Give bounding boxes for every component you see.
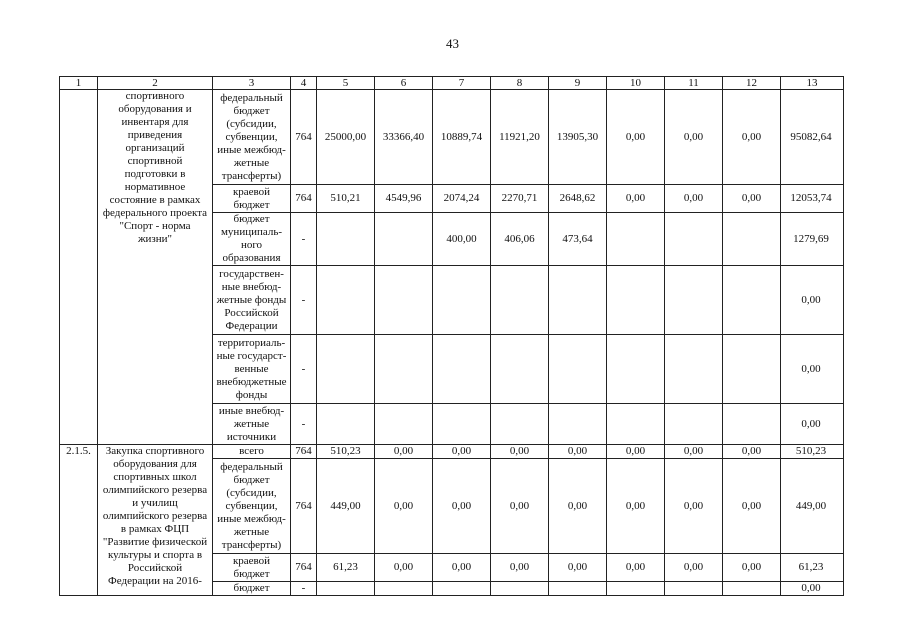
value-col-8: 0,00: [491, 459, 549, 554]
value-col-12: [723, 404, 781, 445]
column-header-8: 8: [491, 77, 549, 90]
value-col-13: 510,23: [781, 445, 844, 459]
value-col-13: 0,00: [781, 404, 844, 445]
funding-source: краевой бюджет: [213, 185, 291, 213]
value-col-5: 510,21: [317, 185, 375, 213]
budget-code: 764: [291, 459, 317, 554]
column-header-2: 2: [98, 77, 213, 90]
header-row: [60, 77, 844, 90]
value-col-7: 400,00: [433, 213, 491, 266]
value-col-10: [607, 213, 665, 266]
value-col-10: [607, 266, 665, 335]
column-header-12: 12: [723, 77, 781, 90]
table-row: [60, 90, 844, 185]
value-col-11: 0,00: [665, 90, 723, 185]
value-col-10: 0,00: [607, 554, 665, 582]
value-col-8: 406,06: [491, 213, 549, 266]
value-col-8: 0,00: [491, 554, 549, 582]
value-col-13: 0,00: [781, 266, 844, 335]
value-col-11: [665, 582, 723, 596]
value-col-9: [549, 404, 607, 445]
value-col-10: [607, 335, 665, 404]
block2-description: Закупка спортивного оборудования для спортивных школ олимпийского резерва и училищ олимпийского резерва в рамках ФЦП "Развитие физической культуры и спорта в Российской Федерации на 2016-: [98, 445, 213, 596]
value-col-5: 25000,00: [317, 90, 375, 185]
funding-source: федеральный бюджет (субсидии, субвенции, иные межбюд- жетные трансферты): [213, 90, 291, 185]
column-header-3: 3: [213, 77, 291, 90]
funding-source: территориаль- ные государст- венные внебюджетные фонды: [213, 335, 291, 404]
value-col-10: 0,00: [607, 90, 665, 185]
funding-source: государствен- ные внебюд- жетные фонды Российской Федерации: [213, 266, 291, 335]
value-col-13: 1279,69: [781, 213, 844, 266]
value-col-11: [665, 404, 723, 445]
value-col-9: [549, 335, 607, 404]
value-col-13: 449,00: [781, 459, 844, 554]
funding-source: бюджет: [213, 582, 291, 596]
value-col-9: 13905,30: [549, 90, 607, 185]
value-col-6: [375, 582, 433, 596]
budget-code: 764: [291, 554, 317, 582]
value-col-5: 510,23: [317, 445, 375, 459]
value-col-6: [375, 213, 433, 266]
value-col-12: [723, 582, 781, 596]
value-col-10: 0,00: [607, 459, 665, 554]
value-col-8: 11921,20: [491, 90, 549, 185]
block2-number: 2.1.5.: [60, 445, 98, 596]
value-col-7: [433, 266, 491, 335]
value-col-9: [549, 266, 607, 335]
value-col-5: 449,00: [317, 459, 375, 554]
value-col-6: [375, 404, 433, 445]
value-col-10: 0,00: [607, 185, 665, 213]
funding-source: иные внебюд- жетные источники: [213, 404, 291, 445]
funding-source: всего: [213, 445, 291, 459]
value-col-5: 61,23: [317, 554, 375, 582]
column-header-10: 10: [607, 77, 665, 90]
budget-code: -: [291, 266, 317, 335]
table-row: [60, 445, 844, 459]
value-col-8: [491, 335, 549, 404]
block1-description: спортивного оборудования и инвентаря для приведения организаций спортивной подготовки в нормативное состояние в рамках федерального проекта "Спорт - норма жизни": [98, 90, 213, 445]
column-header-6: 6: [375, 77, 433, 90]
funding-source: бюджет муниципаль- ного образования: [213, 213, 291, 266]
funding-source: краевой бюджет: [213, 554, 291, 582]
page-number: 43: [446, 36, 459, 51]
value-col-11: 0,00: [665, 445, 723, 459]
value-col-5: [317, 582, 375, 596]
value-col-13: 95082,64: [781, 90, 844, 185]
value-col-13: 0,00: [781, 582, 844, 596]
value-col-6: 0,00: [375, 445, 433, 459]
value-col-13: 12053,74: [781, 185, 844, 213]
value-col-6: [375, 335, 433, 404]
value-col-8: [491, 582, 549, 596]
block1-number: [60, 90, 98, 445]
value-col-11: 0,00: [665, 185, 723, 213]
budget-code: 764: [291, 185, 317, 213]
column-header-5: 5: [317, 77, 375, 90]
budget-code: -: [291, 213, 317, 266]
value-col-12: 0,00: [723, 445, 781, 459]
value-col-7: [433, 335, 491, 404]
value-col-5: [317, 335, 375, 404]
column-header-9: 9: [549, 77, 607, 90]
funding-source: федеральный бюджет (субсидии, субвенции, иные межбюд- жетные трансферты): [213, 459, 291, 554]
value-col-6: 4549,96: [375, 185, 433, 213]
value-col-10: 0,00: [607, 445, 665, 459]
value-col-7: 10889,74: [433, 90, 491, 185]
value-col-11: 0,00: [665, 459, 723, 554]
value-col-5: [317, 213, 375, 266]
value-col-5: [317, 404, 375, 445]
value-col-8: 2270,71: [491, 185, 549, 213]
value-col-12: 0,00: [723, 90, 781, 185]
value-col-7: 0,00: [433, 554, 491, 582]
value-col-9: 0,00: [549, 445, 607, 459]
value-col-7: 2074,24: [433, 185, 491, 213]
budget-code: -: [291, 404, 317, 445]
value-col-12: [723, 266, 781, 335]
budget-code: -: [291, 582, 317, 596]
value-col-6: 0,00: [375, 459, 433, 554]
value-col-9: 0,00: [549, 554, 607, 582]
value-col-11: [665, 335, 723, 404]
value-col-6: [375, 266, 433, 335]
budget-code: -: [291, 335, 317, 404]
value-col-11: [665, 213, 723, 266]
value-col-6: 0,00: [375, 554, 433, 582]
budget-table: [59, 76, 844, 596]
value-col-12: 0,00: [723, 185, 781, 213]
value-col-10: [607, 582, 665, 596]
budget-code: 764: [291, 445, 317, 459]
value-col-5: [317, 266, 375, 335]
value-col-13: 61,23: [781, 554, 844, 582]
column-header-1: 1: [60, 77, 98, 90]
column-header-13: 13: [781, 77, 844, 90]
value-col-6: 33366,40: [375, 90, 433, 185]
value-col-7: [433, 582, 491, 596]
budget-code: 764: [291, 90, 317, 185]
value-col-7: [433, 404, 491, 445]
value-col-12: 0,00: [723, 459, 781, 554]
value-col-11: 0,00: [665, 554, 723, 582]
value-col-8: [491, 404, 549, 445]
value-col-7: 0,00: [433, 459, 491, 554]
value-col-10: [607, 404, 665, 445]
value-col-12: [723, 335, 781, 404]
value-col-12: [723, 213, 781, 266]
column-header-11: 11: [665, 77, 723, 90]
value-col-13: 0,00: [781, 335, 844, 404]
value-col-7: 0,00: [433, 445, 491, 459]
column-header-4: 4: [291, 77, 317, 90]
value-col-9: 2648,62: [549, 185, 607, 213]
value-col-11: [665, 266, 723, 335]
value-col-8: [491, 266, 549, 335]
column-header-7: 7: [433, 77, 491, 90]
value-col-9: 473,64: [549, 213, 607, 266]
value-col-12: 0,00: [723, 554, 781, 582]
value-col-8: 0,00: [491, 445, 549, 459]
value-col-9: 0,00: [549, 459, 607, 554]
value-col-9: [549, 582, 607, 596]
